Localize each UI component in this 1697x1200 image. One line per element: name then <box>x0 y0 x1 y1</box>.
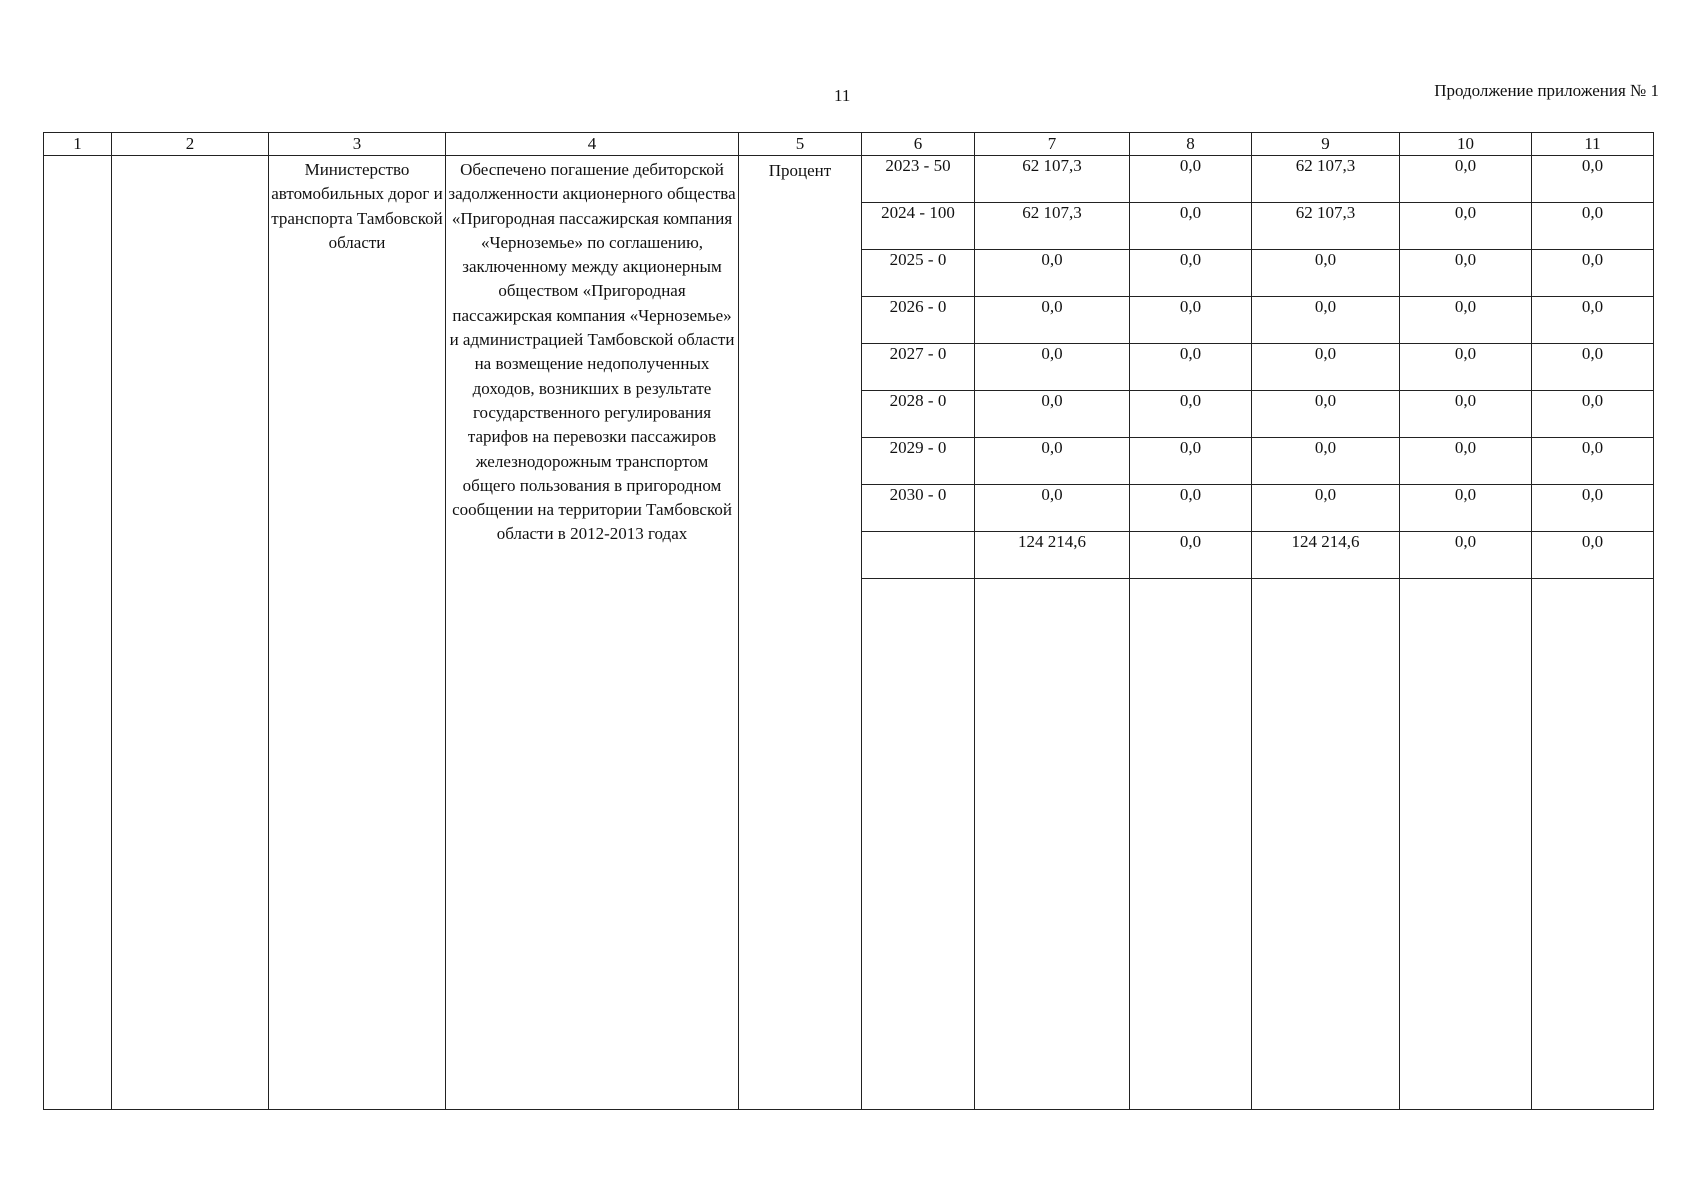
col8-value: 0,0 <box>1130 250 1252 297</box>
empty-cell <box>1252 579 1400 1110</box>
year-value: 2027 - 0 <box>862 344 975 391</box>
col8-value: 0,0 <box>1130 344 1252 391</box>
result-text: Обеспечено погашение дебиторской задолженности акционерного общества «Пригородная пассажирская компания «Черноземье» по соглашению, заключенному между акционерным обществом «Пригородная пассажирская компания «Черноземье» и администрацией Тамбовской области на возмещение недополученных доходов, возникших в результате государственного регулирования тарифов на перевозки пассажиров железнодорожным транспортом общего пользования в пригородном сообщении на территории Тамбовской области в 2012-2013 годах <box>448 160 736 544</box>
col7-value: 0,0 <box>975 297 1130 344</box>
col11-value: 0,0 <box>1532 250 1654 297</box>
col7-value: 62 107,3 <box>975 156 1130 203</box>
col9-value: 0,0 <box>1252 438 1400 485</box>
column-number: 8 <box>1130 133 1252 156</box>
empty-cell <box>1400 579 1532 1110</box>
col9-value: 0,0 <box>1252 391 1400 438</box>
total-year-empty <box>862 532 975 579</box>
col10-value: 0,0 <box>1400 297 1532 344</box>
col10-value: 0,0 <box>1400 391 1532 438</box>
col11-value: 0,0 <box>1532 485 1654 532</box>
col7-value: 0,0 <box>975 344 1130 391</box>
column-number: 9 <box>1252 133 1400 156</box>
total-col7: 124 214,6 <box>975 532 1130 579</box>
col11-value: 0,0 <box>1532 156 1654 203</box>
cell-col1-empty <box>44 156 112 1110</box>
total-col8: 0,0 <box>1130 532 1252 579</box>
empty-cell <box>1532 579 1654 1110</box>
col11-value: 0,0 <box>1532 297 1654 344</box>
col11-value: 0,0 <box>1532 391 1654 438</box>
col10-value: 0,0 <box>1400 203 1532 250</box>
column-number: 4 <box>446 133 739 156</box>
unit-text: Процент <box>768 161 832 180</box>
year-value: 2030 - 0 <box>862 485 975 532</box>
result-cell <box>446 156 739 1110</box>
year-value: 2025 - 0 <box>862 250 975 297</box>
col10-value: 0,0 <box>1400 344 1532 391</box>
col7-value: 62 107,3 <box>975 203 1130 250</box>
executor-text: Министерство автомобильных дорог и транспорта Тамбовской области <box>271 160 443 252</box>
executor-cell <box>269 156 446 1110</box>
col7-value: 0,0 <box>975 250 1130 297</box>
col9-value: 62 107,3 <box>1252 203 1400 250</box>
unit-cell <box>739 156 862 1110</box>
col10-value: 0,0 <box>1400 156 1532 203</box>
empty-cell <box>1130 579 1252 1110</box>
col9-value: 0,0 <box>1252 344 1400 391</box>
column-number: 10 <box>1400 133 1532 156</box>
col10-value: 0,0 <box>1400 438 1532 485</box>
col9-value: 62 107,3 <box>1252 156 1400 203</box>
column-number: 11 <box>1532 133 1654 156</box>
total-col9: 124 214,6 <box>1252 532 1400 579</box>
empty-cell <box>975 579 1130 1110</box>
year-value: 2023 - 50 <box>862 156 975 203</box>
column-number: 7 <box>975 133 1130 156</box>
col7-value: 0,0 <box>975 485 1130 532</box>
continuation-label: Продолжение приложения № 1 <box>1434 81 1659 100</box>
column-number-row <box>44 133 1654 156</box>
page-number: 11 <box>834 86 851 105</box>
column-number: 2 <box>112 133 269 156</box>
col8-value: 0,0 <box>1130 297 1252 344</box>
column-number: 6 <box>862 133 975 156</box>
column-number: 5 <box>739 133 862 156</box>
total-col11: 0,0 <box>1532 532 1654 579</box>
col8-value: 0,0 <box>1130 203 1252 250</box>
col8-value: 0,0 <box>1130 485 1252 532</box>
col8-value: 0,0 <box>1130 438 1252 485</box>
year-value: 2028 - 0 <box>862 391 975 438</box>
col9-value: 0,0 <box>1252 297 1400 344</box>
empty-cell <box>862 579 975 1110</box>
column-number: 1 <box>44 133 112 156</box>
col11-value: 0,0 <box>1532 344 1654 391</box>
col7-value: 0,0 <box>975 438 1130 485</box>
year-value: 2029 - 0 <box>862 438 975 485</box>
col8-value: 0,0 <box>1130 391 1252 438</box>
col10-value: 0,0 <box>1400 250 1532 297</box>
col9-value: 0,0 <box>1252 250 1400 297</box>
col8-value: 0,0 <box>1130 156 1252 203</box>
col10-value: 0,0 <box>1400 485 1532 532</box>
year-value: 2026 - 0 <box>862 297 975 344</box>
column-number: 3 <box>269 133 446 156</box>
year-value: 2024 - 100 <box>862 203 975 250</box>
total-col10: 0,0 <box>1400 532 1532 579</box>
col11-value: 0,0 <box>1532 203 1654 250</box>
col7-value: 0,0 <box>975 391 1130 438</box>
appendix-table <box>43 132 1654 1110</box>
cell-col2-empty <box>112 156 269 1110</box>
table-row <box>44 156 1654 203</box>
col9-value: 0,0 <box>1252 485 1400 532</box>
col11-value: 0,0 <box>1532 438 1654 485</box>
